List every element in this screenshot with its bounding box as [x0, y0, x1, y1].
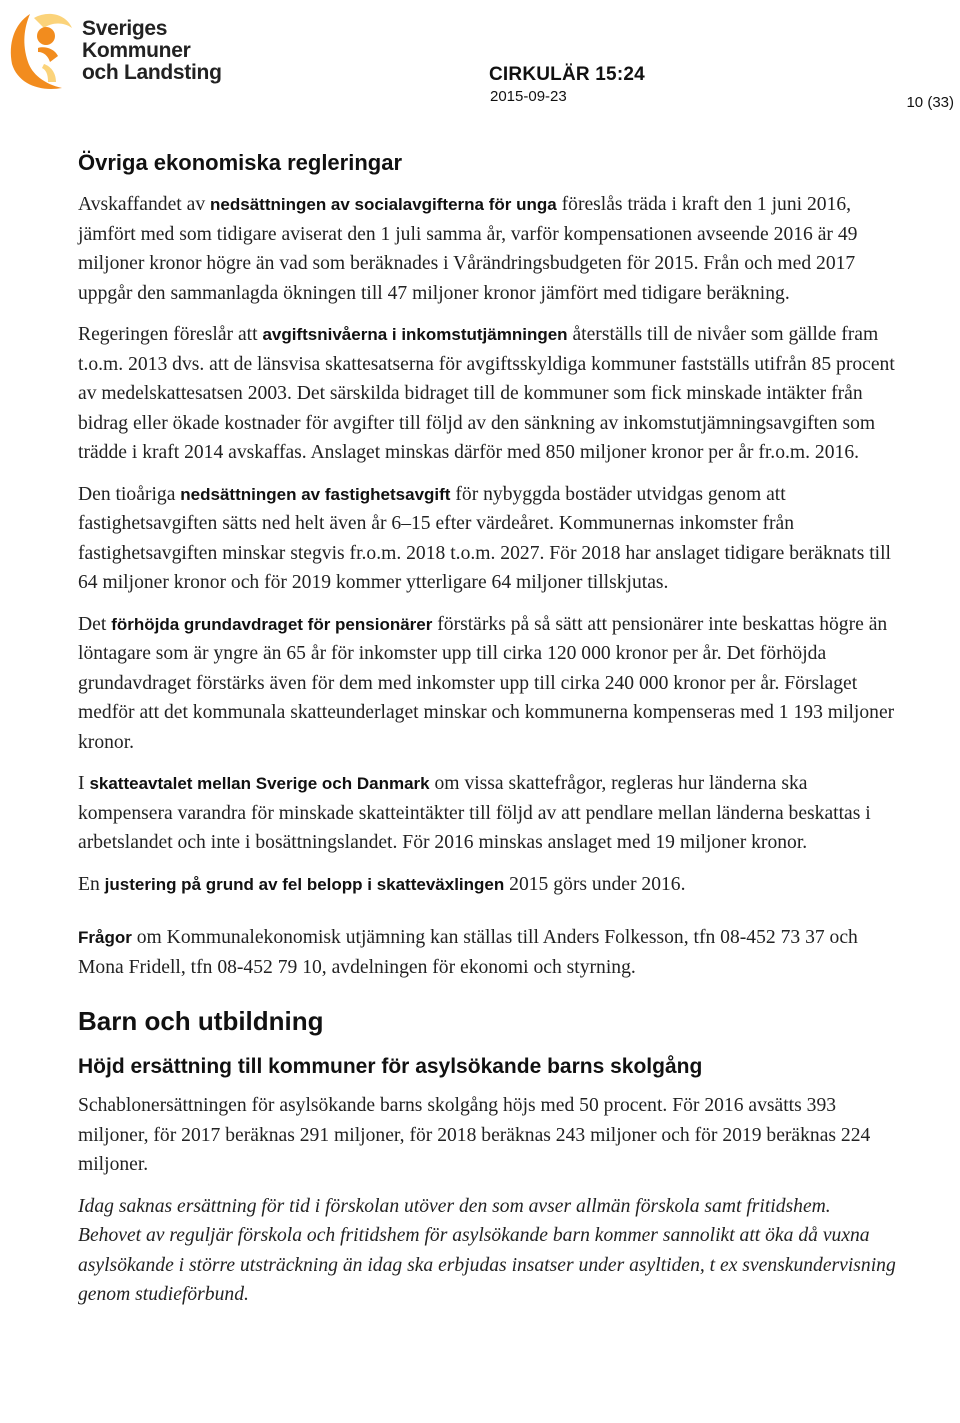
circular-date: 2015-09-23 [490, 88, 567, 105]
skl-logo-icon [4, 4, 84, 96]
document-body [78, 150, 896, 1322]
skl-logo [4, 4, 222, 96]
paragraph: En justering på grund av fel belopp i skatteväxlingen 2015 görs under 2016. [78, 873, 686, 895]
paragraph: I skatteavtalet mellan Sverige och Danmark om vissa skattefrågor, regleras hur länderna ska kompensera varandra för minskade skatteintäkter till följd av att pendlare mellan länderna beskattas i arbetslandet och inte i bosättningslandet. För 2016 minskas anslaget med 19 miljoner kronor. [78, 773, 871, 853]
paragraph: Den tioåriga nedsättningen av fastighetsavgift för nybyggda bostäder utvidgas genom att fastighetsavgiften sätts ned helt även år 6–15 efter värdeåret. Kommunernas inkomster från fastighetsavgiften minskar stegvis fr.o.m. 2018 t.o.m. 2027. För 2018 har anslaget tidigare beräknats till 64 miljoner kronor och för 2019 kommer ytterligare 64 miljoner tillskjutas. [78, 483, 891, 593]
section-heading-barn: Barn och utbildning [78, 1006, 324, 1036]
circular-title: CIRKULÄR 15:24 [489, 64, 645, 85]
paragraph: Regeringen föreslår att avgiftsnivåerna i inkomstutjämningen återställs till de nivåer som gällde fram t.o.m. 2013 dvs. att de länsvisa skattesatserna för avgiftsskyldiga kommuner fastställs utifrån 85 procent av medelskattesatsen 2003. Det särskilda bidraget till de kommuner som fick minskade intäkter från bidrag eller ökade kostnader för avgifter till följd av den sänkning av inkomstutjämningsavgiften som trädde i kraft 2014 avskaffas. Anslaget minskas därför med 850 miljoner kronor per år fr.o.m. 2016. [78, 324, 895, 463]
italic-paragraph: Idag saknas ersättning för tid i förskolan utöver den som avser allmän förskola samt fritidshem. Behovet av reguljär förskola och fritidshem för asylsökande barn kommer sannolikt att öka då vuxna asylsökande i större utsträckning än idag ska erbjudas insatser under asyltiden, t ex svenskundervisning genom studieförbund. [78, 1195, 896, 1305]
section-heading-ovriga: Övriga ekonomiska regleringar [78, 150, 403, 175]
page-number: 10 (33) [906, 94, 954, 111]
paragraph: Schablonersättningen för asylsökande barns skolgång höjs med 50 procent. För 2016 avsätts 393 miljoner, för 2017 beräknas 291 miljoner, för 2018 beräknas 243 miljoner och för 2019 beräknas 224 miljoner. [78, 1095, 871, 1175]
contact-paragraph: Frågor om Kommunalekonomisk utjämning kan ställas till Anders Folkesson, tfn 08-452 73 37 och Mona Fridell, tfn 08-452 79 10, avdelningen för ekonomi och styrning. [78, 927, 858, 978]
paragraph: Det förhöjda grundavdraget för pensionärer förstärks på så sätt att pensionärer inte beskattas högre än löntagare som är yngre än 65 år för inkomster upp till cirka 120 000 kronor per år. Det förhöjda grundavdraget förstärks även för dem med inkomster upp till cirka 240 000 kronor per år. Förslaget medför att det kommunala skatteunderlaget minskar och kommunerna kompenseras med 1 193 miljoner kronor. [78, 613, 895, 753]
paragraph: Avskaffandet av nedsättningen av socialavgifterna för unga föreslås träda i kraft den 1 juni 2016, jämfört med som tidigare aviserat den 1 juli samma år, varför kompensationen avseende 2016 är 49 miljoner kronor högre än vad som beräknades i Vårändringsbudgeten för 2015. Från och med 2017 uppgår den sammanlagda ökningen till 47 miljoner kronor jämfört med tidigare beräkning. [78, 194, 858, 304]
org-name: Sveriges Kommuner och Landsting [82, 17, 222, 84]
subsection-heading: Höjd ersättning till kommuner för asylsökande barns skolgång [78, 1055, 703, 1078]
